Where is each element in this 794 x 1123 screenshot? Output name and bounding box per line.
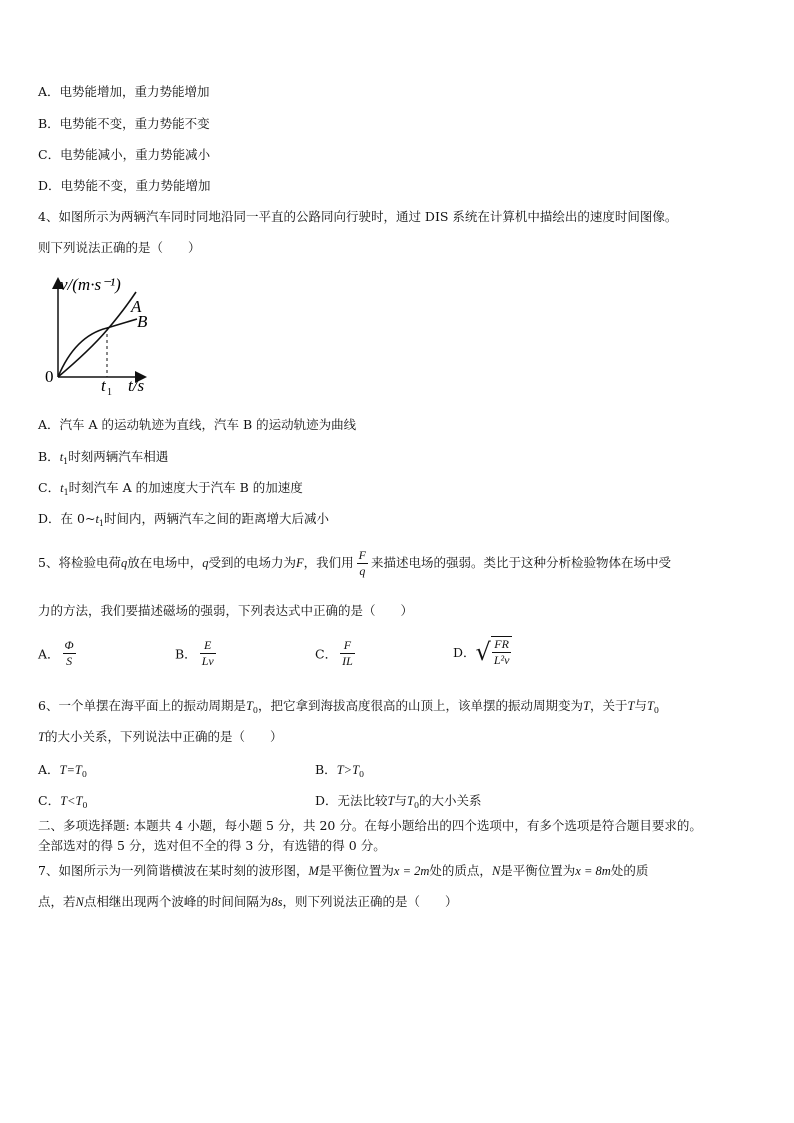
q5-frac-f-over-q: $\frac{F}{q}$ [358, 548, 366, 578]
q4-option-a: A．汽车 A 的运动轨迹为直线，汽车 B 的运动轨迹为曲线 [38, 417, 357, 432]
q4-option-d: D．在 $0\sim t_1$时间内，两辆汽车之间的距离增大后减小 [38, 511, 330, 528]
q6-option-a: A．$T=T_0$ [38, 762, 87, 779]
section2-heading-line1: 二、多项选择题: 本题共 4 小题，每小题 5 分，共 20 分。在每小题给出的四个选项中，有多个选项是符合题目要求的。 [38, 818, 702, 833]
sqrt-sign-icon: √ [475, 638, 491, 666]
vt-t1-label: t [101, 376, 106, 395]
q4-stem-line1: 4、如图所示为两辆汽车同时同地沿同一平直的公路同向行驶时，通过 DIS 系统在计算机中描绘出的速度时间图像。 [38, 209, 678, 224]
q5-option-c: C． $\frac{F}{IL}$ [315, 638, 353, 668]
q3-option-c: C．电势能减小，重力势能减小 [38, 147, 211, 162]
q7-stem-line2: 点，若N点相继出现两个波峰的时间间隔为8s，则下列说法正确的是（ ） [38, 894, 458, 909]
q6-option-b: B．$T>T_0$ [315, 762, 365, 779]
q5-stem-line1: 5、将检验电荷q放在电场中，q受到的电场力为F，我们用 $\frac{F}{q}$ 来描述电场的强弱。类比于这种分析检验物体在场中受 [38, 548, 672, 578]
q5-option-a: A． $\frac{\Phi}{S}$ [38, 638, 74, 668]
q5-option-b: B． $\frac{E}{Lv}$ [175, 638, 214, 668]
q7-stem-line1: 7、如图所示为一列简谐横波在某时刻的波形图，M是平衡位置为x = 2m处的质点，N是平衡位置为x = 8m处的质 [38, 863, 649, 878]
q3-option-a: A．电势能增加，重力势能增加 [38, 84, 210, 99]
q5-option-d: D．√ $\frac{FR}{\text{L²v}}$ [453, 636, 512, 668]
q4-option-c: C．$t_1$时刻汽车 A 的加速度大于汽车 B 的加速度 [38, 480, 303, 497]
vt-curve-a-label: A [131, 297, 142, 316]
q6-option-d: D．无法比较T与$T_0$的大小关系 [315, 793, 482, 810]
vt-t1-sub: 1 [107, 387, 112, 396]
vt-curve-b-label: B [137, 312, 148, 331]
vt-origin: 0 [45, 367, 54, 386]
q3-option-b: B．电势能不变，重力势能不变 [38, 116, 210, 131]
q6-stem-line2: T的大小关系，下列说法中正确的是（ ） [38, 729, 283, 744]
section2-heading-line2: 全部选对的得 5 分，选对但不全的得 3 分，有选错的得 0 分。 [38, 838, 386, 853]
vt-y-label: v/(m·s⁻¹) [60, 275, 121, 294]
q3-option-d: D．电势能不变，重力势能增加 [38, 178, 211, 193]
q6-option-c: C．$T<T_0$ [38, 793, 88, 810]
q6-stem-line1: 6、一个单摆在海平面上的振动周期是$T_0$，把它拿到海拔高度很高的山顶上，该单摆的振动周期变为T，关于T与$T_0$ [38, 698, 660, 715]
vt-x-label: t/s [128, 376, 145, 395]
vt-curve-a [58, 292, 136, 377]
q5-stem-line2: 力的方法，我们要描述磁场的强弱，下列表达式中正确的是（ ） [38, 603, 414, 618]
vt-curve-b [58, 319, 137, 377]
vt-graph [40, 266, 170, 396]
q4-stem-line2: 则下列说法正确的是（ ） [38, 240, 201, 255]
q4-option-b: B．$t_1$时刻两辆汽车相遇 [38, 449, 169, 466]
